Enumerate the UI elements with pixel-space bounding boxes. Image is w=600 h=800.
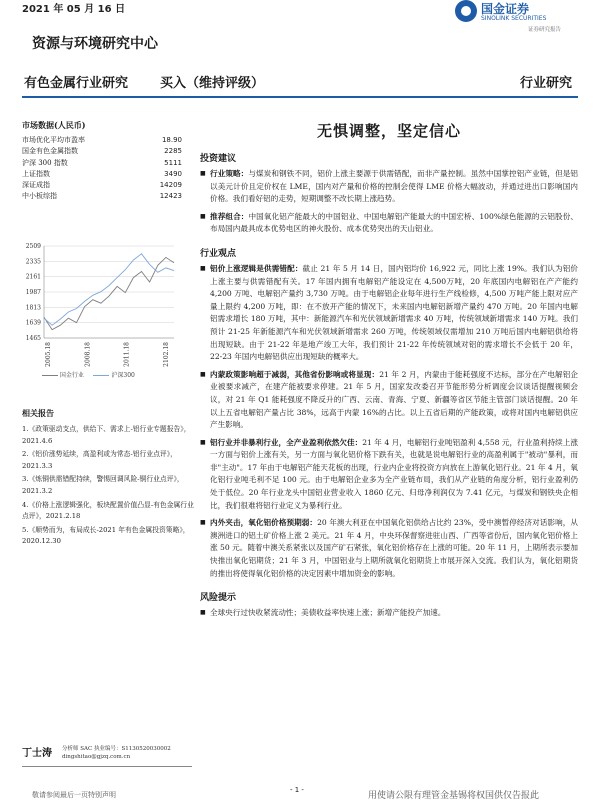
legend-swatch-1 — [42, 375, 58, 376]
bullet-lead: 铝价上涨逻辑是供需错配： — [210, 263, 303, 273]
legend-swatch-2 — [93, 375, 109, 376]
market-row-value: 18.90 — [161, 136, 182, 144]
bullet-paragraph — [200, 437, 578, 513]
related-reports — [22, 408, 194, 550]
bullet-text: 全球央行过快收紧流动性；美债收益率快速上涨；新增产能投产加速。 — [210, 608, 446, 618]
logo-en-text: SINOLINK SECURITIES — [481, 15, 547, 22]
main-title: 无惧调整，坚定信心 — [316, 122, 461, 140]
market-row-label: 上证指数 — [22, 169, 50, 178]
y-tick-label: 2509 — [25, 243, 41, 250]
chart-svg — [14, 238, 189, 378]
market-row-label: 深证成指 — [22, 181, 50, 190]
section-industry-view: 行业观点 — [200, 248, 237, 259]
related-report-item[interactable]: 5.《顺势而为，布局成长-2021 年有色金属投资策略》，2020.12.30 — [22, 525, 190, 546]
x-tick-label: 2008.18 — [84, 342, 92, 367]
bullet-paragraph — [200, 607, 578, 620]
legend-label-1: 国金行业 — [59, 372, 84, 379]
market-row-value: 3490 — [164, 169, 182, 178]
legend-label-2: 沪深300 — [111, 372, 135, 379]
bullet-text: 中国氧化铝产能最大的中国铝业、中国电解铝产能最大的中国宏桥、100%绿色能源的云铝股份、布局国内最具成本优势电区的神火股份、成本优势突出的天山铝业。 — [210, 211, 578, 234]
bullet-text: 21 年 2 月，内蒙由于能耗强度不达标，部分在产电解铝企业被要求减产，在建产能被要求停建。21 年 5 月，国家发改委召开节能形势分析调度会议谈话提醒视频会议，对 21 年 Q1 能耗强度不降反升的广西、云南、青海、宁夏、新疆等省区节能主管部门谈话提醒。20 年以上五省电解铝产量占比 38%，远高于内蒙 16%的占比。以上五省后期的产能政策，或将对国内电解铝供应产生影响。 — [210, 369, 579, 430]
market-row-label: 市场优化平均市盈率 — [22, 136, 85, 144]
market-row-label: 中小板综指 — [22, 192, 57, 201]
price-chart — [14, 238, 189, 378]
report-date: 2021 年 05 月 16 日 — [22, 4, 126, 15]
logo-icon — [455, 0, 477, 22]
market-data-heading: 市场数据(人民币) — [22, 120, 86, 130]
logo-subtitle: 证券研究报告 — [528, 27, 562, 33]
footer-disclaimer: 敬请参阅最后一页特别声明 — [32, 791, 116, 799]
y-tick-label: 1987 — [25, 289, 41, 296]
analyst-name: 丁士涛 — [22, 748, 52, 759]
x-tick-label: 2005.18 — [45, 342, 52, 367]
y-tick-label: 2161 — [25, 273, 41, 281]
market-row — [22, 158, 192, 169]
bullet-lead: 行业策略： — [210, 169, 249, 178]
main-content — [200, 120, 578, 625]
series-line — [44, 254, 174, 325]
bullet-lead: 推荐组合： — [210, 211, 249, 221]
company-logo — [455, 0, 585, 30]
bullet-paragraph — [200, 211, 578, 236]
market-row — [22, 169, 192, 180]
bullet-lead: 铝行业并非暴利行业，全产业盈利依然欠佳： — [210, 437, 363, 447]
bullet-paragraph — [200, 517, 578, 580]
chart-legend — [42, 370, 135, 379]
page-number: - 1 - — [290, 786, 304, 794]
market-row-value: 12423 — [159, 192, 182, 201]
rating: 买入（维持评级） — [160, 76, 265, 91]
logo-cn-text: 国金证券 — [481, 2, 530, 16]
y-tick-label: 1465 — [25, 335, 41, 342]
section-investment-advice: 投资建议 — [200, 154, 237, 164]
market-data — [22, 120, 192, 203]
bullet-text: 20 年澳大利亚在中国氧化铝供给占比约 23%，受中澳暂停经济对话影响，从澳洲进口的铝土矿价格上涨 2 美元。21 年 4 月，中央环保督察进驻山西、广西等省份后，国内氧化铝价格上涨 50 元。随着中澳关系紧张以及国产矿石紧张，氧化铝价格存在上涨的可能。20 年 11 月，上期所表示要加快推出氧化铝期货；21 年 3 月，中国铝业与上期所就氧化铝期货上市展开深入交流。我们认为，氧化铝期货的推出将使得氧化铝价格的决定因素中增加资金的影响。 — [210, 518, 578, 578]
market-row-value: 2285 — [164, 147, 182, 156]
related-report-item[interactable]: 2.《铝价涨势延续，高盈利或为常态-铝行业点评》，2021.3.3 — [22, 450, 177, 470]
analyst-sac: 分析师 SAC 执业编号：S1130520030002 — [62, 746, 171, 752]
header-rule — [22, 96, 578, 98]
market-row-label: 沪深 300 指数 — [22, 158, 68, 167]
analyst-email[interactable]: dingshitao@gjzq.com.cn — [62, 754, 131, 760]
series-line — [44, 257, 174, 329]
related-report-item[interactable]: 4.《价格上涨逻辑强化，板块配置价值凸显-有色金属行业点评》，2021.2.18 — [22, 500, 194, 521]
x-tick-label: 2011.18 — [123, 342, 131, 367]
market-row — [22, 146, 192, 157]
market-row — [22, 180, 192, 191]
research-center: 资源与环境研究中心 — [32, 36, 158, 52]
bullet-lead: 内蒙政策影响超于减弱，其他省份影响或将显现： — [210, 369, 380, 379]
y-tick-label: 1813 — [25, 304, 41, 312]
footer-watermark: 用使请公限有理管金基锡将权国供仅告报此 — [368, 791, 540, 800]
market-row — [22, 191, 192, 202]
y-tick-label: 1639 — [25, 319, 41, 327]
x-tick-label: 2102.18 — [163, 342, 170, 367]
title-bar — [20, 72, 580, 94]
market-row-label: 国金有色金属指数 — [22, 147, 78, 156]
related-report-item[interactable]: 3.《炼铜供需错配持续，警惕回调风险-铜行业点评》，2021.3.2 — [22, 475, 184, 495]
bullet-paragraph — [200, 263, 578, 364]
bullet-text: 截止 21 年 5 月 14 日，国内铝均价 16,922 元，同比上涨 19%。我们认为铝价上涨主要与供需错配有关。17 年国内拥有电解铝产能设定在 4,500万吨，20 年底国内电解铝在产产能约 4,200 万吨、电解铝产量约 3,730 万吨。由于电解铝企业每年进行生产线检修，4,500 万吨产能上限对应产量上限约 4,200 万吨，即：在不放开产能的情况下，未来国内电解铝新增产量约 470 万吨。20 年国内电解铝需求增长 180 万吨，其中：新能源汽车和光伏领域新增需求 40 万吨，传统领域新增需求 140 万吨。我们预计 21-25 年新能源汽车和光伏领域新增需求 260 万吨，传统领域仅需增加 210 万吨后国内电解铝供给将出现短缺。由于 21-22 年是地产竣工大年，我们预计 21-22 年传统领域对铝的需求增长不会低于 20 年，22-23 年国内电解铝供应出现短缺的概率大。 — [210, 263, 579, 362]
report-title: 有色金属行业研究 — [24, 76, 129, 91]
market-row-value: 5111 — [164, 158, 182, 167]
related-heading: 相关报告 — [22, 408, 54, 418]
bullet-paragraph — [200, 369, 578, 432]
section-risk: 风险提示 — [200, 593, 237, 604]
y-tick-label: 2335 — [25, 258, 41, 266]
report-type: 行业研究 — [519, 76, 572, 91]
bullet-lead: 内外夹击，氧化铝价格预期弱： — [210, 518, 318, 528]
bullet-text: 21 年 4 月，电解铝行业吨铝盈利 4,558 元，行业盈利持续上涨一方面与铝价上涨有关，另一方面与氧化铝价格下跌有关，也就是说电解铝行业的高盈利属于"被动"暴利，而非"主动"。17 年由于电解铝产能天花板的出现，行业内企业将投资方向放在上游氧化铝行业。21 年 4 月，氧化铝行业吨毛利不足 100 元。由于电解铝企业多为全产业链布局，我们从产业链的角度分析，铝行业盈利仍处于低位。20 年行业龙头中国铝业营业收入 1860 亿元、归母净利润仅为 7.41 亿元，与煤炭和钢铁央企相比，我们很难将铝行业定义为暴利行业。 — [210, 437, 578, 510]
bullet-paragraph — [200, 168, 578, 206]
market-row-value: 14209 — [159, 181, 182, 190]
related-report-item[interactable]: 1.《政策驱动支点，供给下、需求上-铝行业专题报告》，2021.4.6 — [22, 425, 191, 445]
analyst-rule — [22, 766, 192, 767]
market-row — [22, 135, 192, 146]
bullet-text: 与煤炭和钢铁不同，铝价上涨主要源于供需错配，而非产量控制。虽然中国掌控铝产业链，但是铝以美元计价且定价权在 LME，国内对产量和价格的控制会使得 LME 价格大幅波动，并通过进出口影响国内价格。我们看好铝的走势，短期调整不改长期上涨趋势。 — [210, 169, 578, 204]
